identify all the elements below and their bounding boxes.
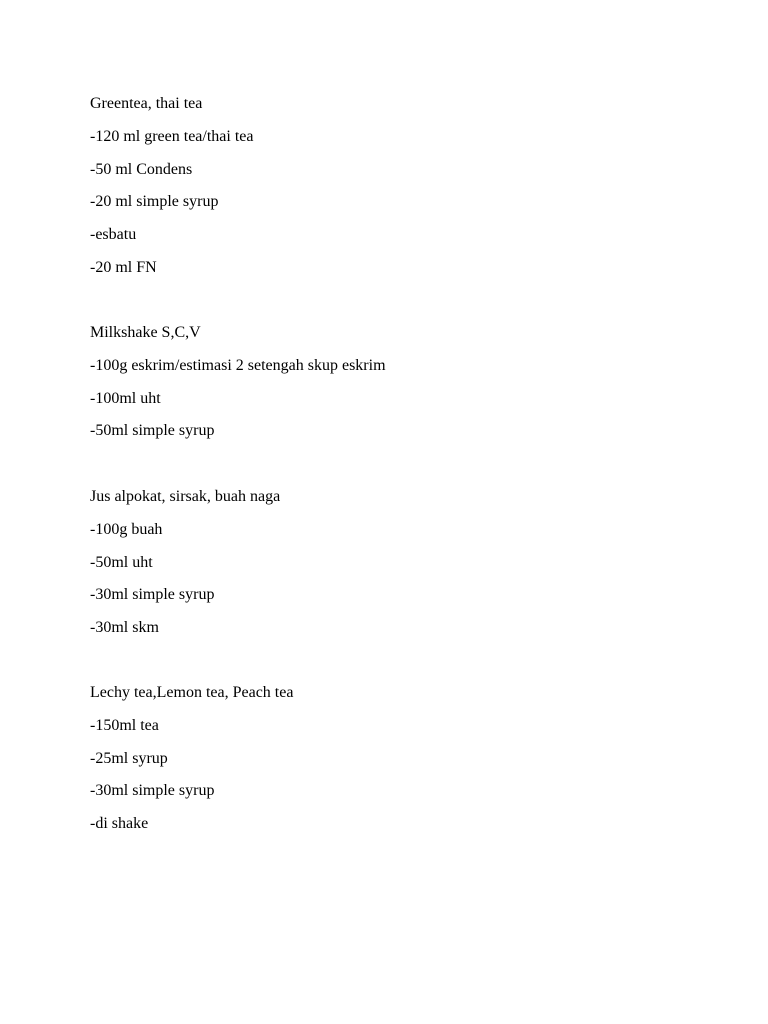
ingredient-line: -120 ml green tea/thai tea bbox=[90, 127, 254, 145]
ingredient-line: -30ml simple syrup bbox=[90, 782, 215, 800]
recipe-title: Lechy tea,Lemon tea, Peach tea bbox=[90, 684, 294, 701]
ingredient-line: -di shake bbox=[90, 815, 149, 833]
ingredient-line: -100g eskrim/estimasi 2 setengah skup eskrim bbox=[90, 356, 386, 374]
recipe-section-jus bbox=[90, 487, 690, 638]
ingredient-line: -150ml tea bbox=[90, 716, 159, 734]
ingredient-line: -20 ml simple syrup bbox=[90, 193, 219, 211]
ingredient-line: -20 ml FN bbox=[90, 258, 157, 276]
recipe-title: Greentea, thai tea bbox=[90, 95, 203, 112]
ingredient-line: -50ml simple syrup bbox=[90, 422, 215, 440]
recipe-section-fruit-tea bbox=[90, 683, 690, 834]
ingredient-line: -30ml skm bbox=[90, 619, 159, 637]
ingredient-line: -30ml simple syrup bbox=[90, 586, 215, 604]
ingredient-line: -100ml uht bbox=[90, 389, 161, 407]
ingredient-line: -esbatu bbox=[90, 226, 137, 244]
recipe-section-milkshake bbox=[90, 323, 690, 441]
recipe-title: Jus alpokat, sirsak, buah naga bbox=[90, 488, 281, 505]
ingredient-line: -50 ml Condens bbox=[90, 160, 193, 178]
ingredient-line: -25ml syrup bbox=[90, 749, 168, 767]
ingredient-line: -100g buah bbox=[90, 520, 163, 538]
recipe-section-greentea bbox=[90, 94, 690, 278]
recipe-title: Milkshake S,C,V bbox=[90, 324, 201, 341]
ingredient-line: -50ml uht bbox=[90, 553, 153, 571]
